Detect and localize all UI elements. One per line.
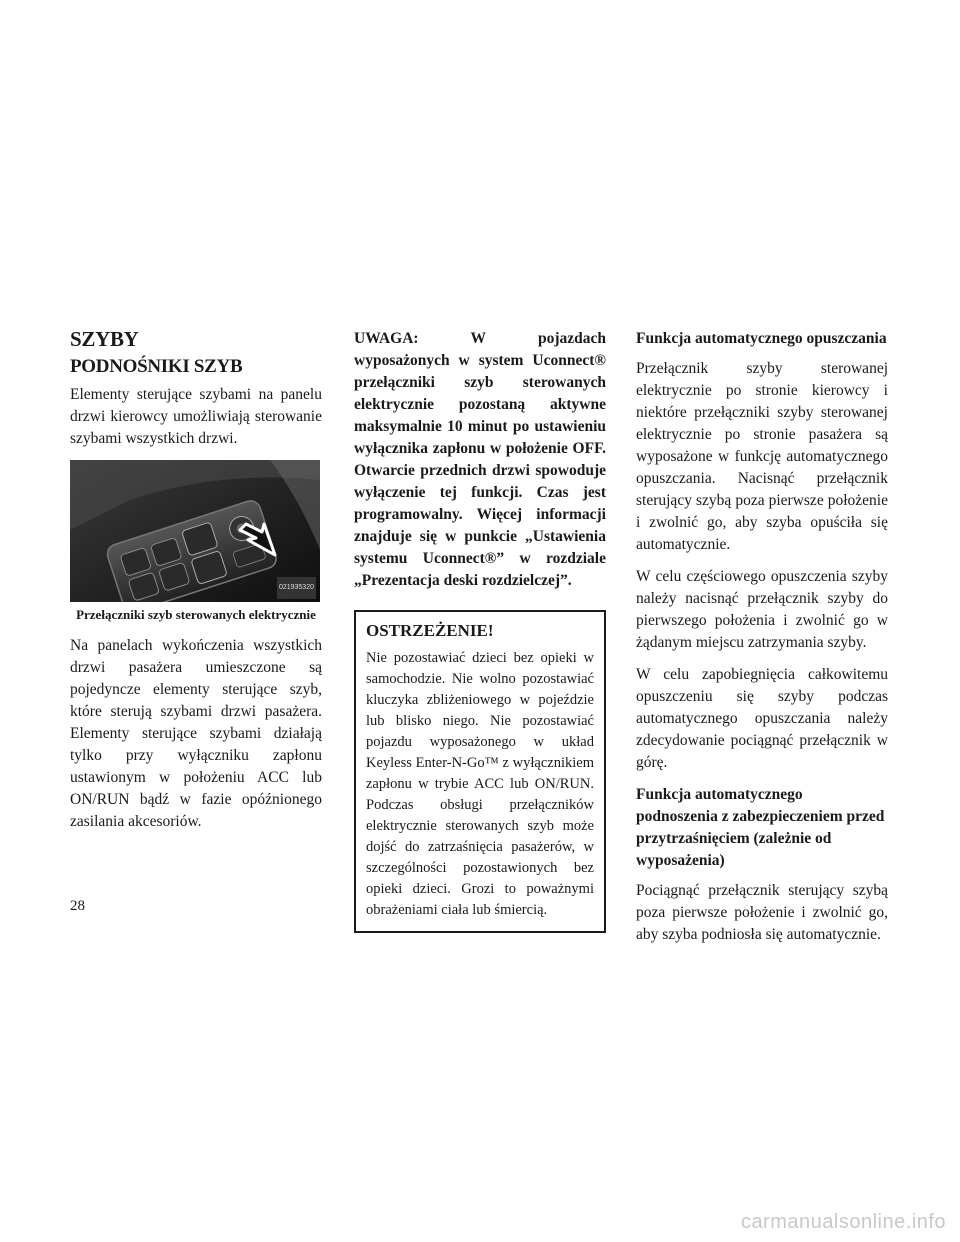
paragraph-auto-down: Przełącznik szyby sterowanej elektrycznie po stronie kierowcy i niektóre przełączniki szyby sterowanej elektrycznie po stronie pasażera są wyposażone w funkcję automatycznego opuszczania. Nacisnąć przełącznik sterujący szybą poza pierwsze położenie i zwolnić go, aby szyba opuściła się automatycznie. [636,360,888,553]
warning-title: OSTRZEŻENIE! [366,621,494,640]
figure-code: 021935320 [277,577,316,599]
paragraph-partial-down: W celu częściowego opuszczenia szyby należy nacisnąć przełącznik szyby do pierwszego położenia i zwolnić go w żądanym miejscu zatrzymania szyby. [636,568,888,651]
page-number: 28 [70,898,85,914]
warning-box [354,610,606,933]
intro-paragraph: Elementy sterujące szybami na panelu drzwi kierowcy umożliwiają sterowanie szybami wszystkich drzwi. [70,386,322,447]
subsection-title: PODNOŚNIKI SZYB [70,356,243,377]
paragraph-auto-up: Pociągnąć przełącznik sterujący szybą poza pierwsze położenie i zwolnić go, aby szyba podniosła się automatycznie. [636,882,888,943]
window-switch-photo [70,460,320,602]
column-right [636,328,888,956]
body-paragraph: Na panelach wykończenia wszystkich drzwi pasażera umieszczone są pojedyncze elementy sterujące szyb, które sterują szybami drzwi pasażera. Elementy sterujące szybami działają tylko przy wyłączniku zapłonu ustawionym w położeniu ACC lub ON/RUN bądź w fazie opóźnionego zasilania akcesoriów. [70,637,322,830]
heading-auto-down: Funkcja automatycznego opuszczania [636,330,887,347]
column-left [70,328,322,843]
note-paragraph: UWAGA: W pojazdach wyposażonych w system Uconnect® przełączniki szyb sterowanych elektrycznie pozostaną aktywne maksymalnie 10 minut po ustawieniu wyłącznika zapłonu w położenie OFF. Otwarcie przednich drzwi spowoduje wyłączenie tej funkcji. Czas jest programowalny. Więcej informacji znajduje się w punkcie „Ustawienia systemu Uconnect®” w rozdziale „Prezentacja deski rozdzielczej”. [354,330,606,589]
column-middle [354,328,606,933]
paragraph-stop-auto-down: W celu zapobiegnięcia całkowitemu opuszczeniu się szyby podczas automatycznego opuszczania należy zdecydowanie pociągnąć przełącznik w górę. [636,666,888,771]
watermark: carmanualsonline.info [740,1211,946,1233]
section-title: SZYBY [70,327,139,351]
heading-auto-up: Funkcja automatycznego podnoszenia z zabezpieczeniem przed przytrzaśnięciem (zależnie od wyposażenia) [636,786,885,869]
warning-text: Nie pozostawiać dzieci bez opieki w samochodzie. Nie wolno pozostawiać kluczyka zbliżeniowego w pojeździe lub blisko niego. Nie pozostawiać pojazdu wyposażonego w układ Keyless Enter-N-Go™ z wyłącznikiem zapłonu w trybie ACC lub ON/RUN. Podczas obsługi przełączników elektrycznie sterowanych szyb może dojść do zatrzaśnięcia pasażerów, w szczególności pozostawionych bez opieki dzieci. Grozi to poważnymi obrażeniami ciała lub śmiercią. [366,650,594,918]
figure-caption: Przełączniki szyb sterowanych elektrycznie [76,607,316,622]
